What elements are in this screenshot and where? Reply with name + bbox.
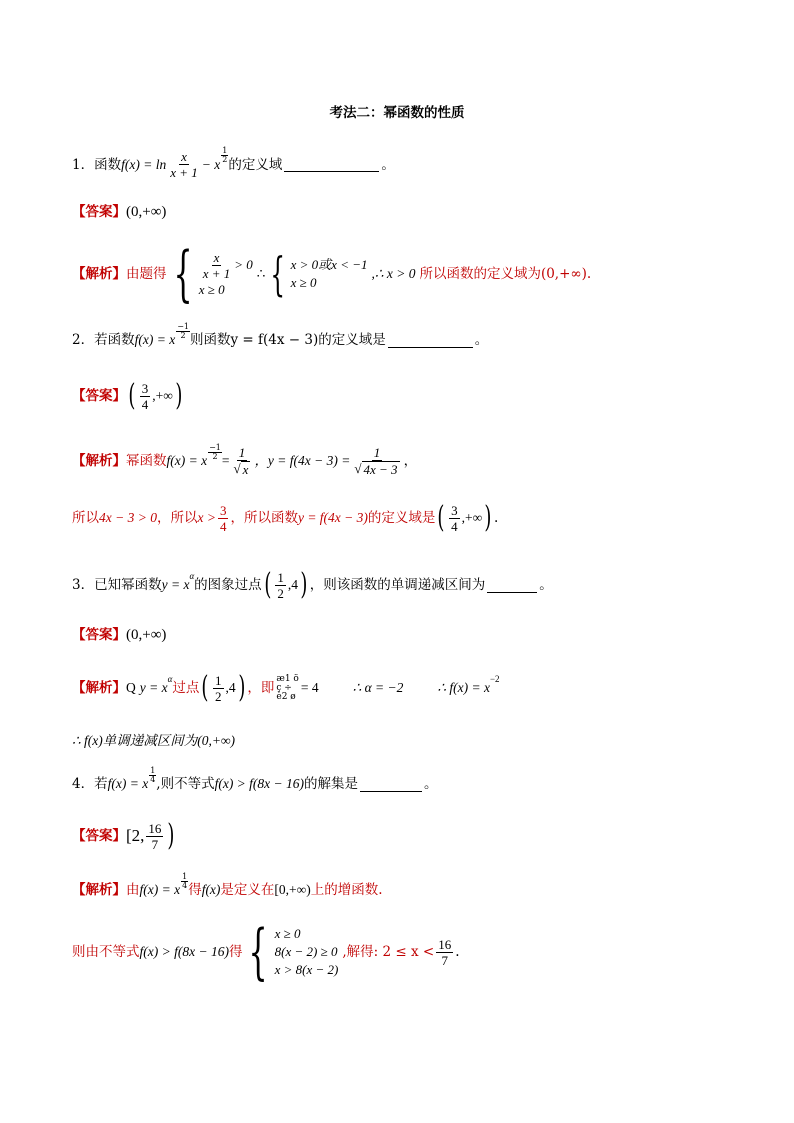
brace-1: { xyxy=(173,239,193,309)
system-2 xyxy=(291,256,368,292)
a2-l2-ans-den: 4 xyxy=(451,518,458,534)
q4-exp-den: 4 xyxy=(150,774,156,784)
q1-suffix: 的定义域 xyxy=(228,156,283,173)
answer-2 xyxy=(72,380,185,412)
analysis-label: 【解析】 xyxy=(72,882,126,898)
a2-l2-num: 3 xyxy=(219,502,227,518)
analysis-1-therefore: ,∴ x > 0 xyxy=(371,266,416,281)
sys1-rel: > 0 xyxy=(234,257,253,272)
analysis-1-text: 由题得 xyxy=(126,266,167,282)
a4-end: 上的增函数. xyxy=(310,882,383,898)
answer-2-num: 3 xyxy=(141,380,149,396)
analysis-2-y: ，y = f(4x − 3) = xyxy=(254,453,351,468)
a2-frac1-num: 1 xyxy=(238,445,246,460)
a2-sqrt-x: √ x xyxy=(233,461,249,477)
a4-l2-ineq: f(x) > f(8x − 16) xyxy=(139,944,229,959)
a4-l2-de: 得 xyxy=(228,944,243,960)
a4-l2-prefix: 则由不等式 xyxy=(72,944,140,960)
a2-l2-d: x > xyxy=(197,510,216,525)
answer-4-left: [2, xyxy=(126,826,145,845)
a3-fx2-exp: −2 xyxy=(489,674,500,684)
analysis-4-line-2 xyxy=(72,918,460,986)
paren-right: ) xyxy=(175,378,183,413)
answer-3-value: (0,+∞) xyxy=(126,627,167,643)
q3-suffix: ，则该函数的单调递减区间为 xyxy=(309,577,486,593)
a3-eq: = 4 xyxy=(300,680,319,695)
answer-label: 【答案】 xyxy=(72,828,126,844)
a3-mid: 过点 xyxy=(172,680,200,696)
a3-glyph-2: ç ÷ xyxy=(276,682,292,693)
paren-left: ( xyxy=(437,500,445,535)
answer-2-den: 4 xyxy=(141,396,149,412)
q1-exp-num: 1 xyxy=(222,146,228,155)
a2-l2-b: 4x − 3 > 0 xyxy=(99,510,157,525)
a3-point-fraction xyxy=(213,673,224,704)
a2-exp-num: 1 xyxy=(215,442,221,452)
a2-exp-den: 2 xyxy=(212,451,218,461)
a4-interval: [0,+∞) xyxy=(274,882,311,897)
answer-2-fraction xyxy=(140,381,151,412)
a4-l2-solve: ,解得: 2 ≤ x < xyxy=(342,944,435,960)
a2-l2-ans-num: 3 xyxy=(451,502,458,518)
question-3 xyxy=(72,568,553,602)
system-3 xyxy=(275,925,339,979)
a3-glyph-1: æ1 ö xyxy=(276,673,299,684)
answer-1-value: (0,+∞) xyxy=(126,204,167,220)
system-1 xyxy=(199,250,253,299)
q2-exp-num: 1 xyxy=(183,321,189,331)
analysis-2-prefix: 幂函数 xyxy=(126,453,167,469)
sys1-row2: x ≥ 0 xyxy=(198,281,225,297)
q2-answer-blank xyxy=(388,333,473,348)
analysis-label: 【解析】 xyxy=(72,453,126,469)
analysis-1-conclusion: 所以函数的定义域为(0,+∞). xyxy=(419,266,592,282)
q3-pt-num: 1 xyxy=(277,569,284,585)
q2-exp-sign: − xyxy=(177,321,184,331)
analysis-2-fraction-2 xyxy=(352,445,401,477)
answer-label: 【答案】 xyxy=(72,388,126,404)
q3-end: 。 xyxy=(539,577,553,593)
q3-mid: 的图象过点 xyxy=(194,577,262,593)
paren-right: ) xyxy=(167,818,175,853)
a4-prefix: 由 xyxy=(126,882,140,898)
paren-left: ( xyxy=(264,567,272,602)
q2-end: 。 xyxy=(474,332,489,348)
a2-l2-g: 的定义域是 xyxy=(367,510,436,526)
a4-l2-fraction xyxy=(436,937,453,968)
q4-prefix: 4．若 xyxy=(72,776,108,792)
q1-fx: f(x) = ln xyxy=(121,156,167,172)
q2-exponent xyxy=(176,323,190,340)
answer-4-den: 7 xyxy=(151,836,159,852)
analysis-1 xyxy=(72,239,592,309)
q4-mid: ,则不等式 xyxy=(156,776,215,792)
q2-mid: 则函数y = f(4x − 3)的定义域是 xyxy=(189,332,386,348)
q1-exponent xyxy=(221,147,228,164)
a4-l2-end: . xyxy=(455,944,460,960)
sys2-row1: x > 0或x < −1 xyxy=(290,257,368,272)
paren-left: ( xyxy=(128,378,136,413)
q1-minus-x: − x xyxy=(201,156,221,172)
analysis-label: 【解析】 xyxy=(72,266,126,282)
a2-l2-c: ，所以 xyxy=(156,510,198,526)
answer-label: 【答案】 xyxy=(72,627,126,643)
a3-alpha: α xyxy=(167,674,173,684)
question-4 xyxy=(72,765,438,794)
a4-exp-den: 4 xyxy=(182,880,188,890)
a3-glyph-3: è2 ø xyxy=(276,691,296,702)
a2-sqrt-4x-rad: 4x − 3 xyxy=(363,462,398,477)
sys3-row2: 8(x − 2) ≥ 0 xyxy=(274,944,338,959)
a3-pt-tail: ,4 xyxy=(225,680,236,695)
brace-2: { xyxy=(270,247,286,301)
a2-l2-ans-tail: ,+∞ xyxy=(461,510,483,525)
q1-fraction xyxy=(168,149,200,180)
sys1-num: x xyxy=(213,249,220,265)
analysis-2-eq: = xyxy=(221,453,230,468)
analysis-2-comma: ， xyxy=(403,453,418,469)
a2-l2-den: 4 xyxy=(219,518,227,534)
a4-def: 是定义在 xyxy=(220,882,275,898)
q1-answer-blank xyxy=(284,157,379,172)
a3-alpha-eq: ∴ α = −2 xyxy=(352,680,404,695)
q4-fx: f(x) = x xyxy=(107,776,149,791)
brace-3: { xyxy=(248,917,269,987)
a2-exp-sign: − xyxy=(209,442,216,452)
answer-1 xyxy=(72,202,166,222)
a2-l2-e: ，所以函数 xyxy=(230,510,298,526)
a4-fx-b: f(x) xyxy=(201,882,221,897)
sys3-row3: x > 8(x − 2) xyxy=(274,962,339,977)
analysis-3 xyxy=(72,671,500,705)
a4-exponent xyxy=(181,873,188,890)
answer-4-num: 16 xyxy=(148,820,162,836)
sys2-row2: x ≥ 0 xyxy=(290,275,317,290)
a2-sqrt-x-rad: x xyxy=(242,462,249,477)
a3-pt-den: 2 xyxy=(215,688,222,704)
analysis-2-line-2 xyxy=(72,501,498,535)
q4-suffix: 的解集是 xyxy=(304,776,359,792)
a2-l2-f: y = f(4x − 3) xyxy=(297,510,368,525)
analysis-2-fx: f(x) = x xyxy=(166,453,208,468)
answer-4 xyxy=(72,819,177,853)
a3-fx: y = x xyxy=(139,680,168,695)
sys3-row1: x ≥ 0 xyxy=(274,926,301,941)
q2-exp-den: 2 xyxy=(180,330,186,340)
analysis-2-exponent xyxy=(208,444,222,461)
analysis-2 xyxy=(72,444,417,478)
q2-fx: f(x) = x xyxy=(134,332,176,347)
paren-right: ) xyxy=(238,670,246,705)
analysis-4 xyxy=(72,871,383,900)
q1-frac-num: x xyxy=(181,149,187,164)
q4-exp-num: 1 xyxy=(150,765,156,775)
q2-prefix: 2．若函数 xyxy=(72,332,135,348)
q1-exp-den: 2 xyxy=(222,155,228,164)
q3-alpha: α xyxy=(189,571,195,581)
answer-label: 【答案】 xyxy=(72,204,126,220)
q1-prefix: 1．函数 xyxy=(72,156,122,173)
q3-pt-tail: ,4 xyxy=(287,577,299,592)
analysis-label: 【解析】 xyxy=(72,680,126,696)
q3-point-fraction xyxy=(275,570,286,601)
q4-exponent xyxy=(149,767,156,784)
a3-tail: ，即 xyxy=(247,680,275,696)
a3-fx2: ∴ f(x) = x xyxy=(437,680,490,695)
q4-answer-blank xyxy=(360,777,422,792)
a2-frac2-num: 1 xyxy=(373,445,381,460)
a4-l2-num: 16 xyxy=(438,936,452,952)
therefore-dots: ∴ xyxy=(256,266,266,281)
paren-left: ( xyxy=(201,670,209,705)
q3-answer-blank xyxy=(487,578,537,593)
sys1-fraction xyxy=(201,250,233,281)
a4-fx: f(x) = x xyxy=(139,882,181,897)
paren-right: ) xyxy=(484,500,492,535)
question-1 xyxy=(72,146,395,180)
q3-pt-den: 2 xyxy=(277,585,284,601)
a2-l2-fraction xyxy=(218,503,229,534)
a2-l2-end: . xyxy=(493,510,499,526)
a3-pt-num: 1 xyxy=(215,672,222,688)
q3-prefix: 3．已知幂函数 xyxy=(72,577,162,593)
answer-3 xyxy=(72,625,166,645)
a2-sqrt-4x: √ 4x − 3 xyxy=(354,461,398,477)
a3-l2: ∴ f(x)单调递减区间为(0,+∞) xyxy=(72,733,236,748)
a3-q: Q xyxy=(126,680,136,695)
q4-ineq: f(x) > f(8x − 16) xyxy=(214,776,305,791)
answer-2-tail: ,+∞ xyxy=(152,388,173,403)
page-title: 考法二：幂函数的性质 xyxy=(329,105,465,121)
q4-end: 。 xyxy=(424,776,438,792)
a4-exp-num: 1 xyxy=(182,871,188,881)
q1-end: 。 xyxy=(381,156,395,173)
a4-l2-den: 7 xyxy=(441,952,448,968)
a4-mid: 得 xyxy=(188,882,202,898)
q1-frac-den: x + 1 xyxy=(170,165,198,180)
sys1-den: x + 1 xyxy=(202,265,231,281)
analysis-3-line-2 xyxy=(72,731,235,751)
a2-l2-answer-fraction xyxy=(449,503,460,534)
a3-garbled-glyph xyxy=(276,675,298,702)
question-2 xyxy=(72,321,489,350)
q3-fx: y = x xyxy=(161,577,190,592)
a2-l2-a: 所以 xyxy=(72,510,99,526)
analysis-2-fraction-1 xyxy=(232,445,253,477)
paren-right: ) xyxy=(300,567,308,602)
answer-4-fraction xyxy=(146,821,163,852)
